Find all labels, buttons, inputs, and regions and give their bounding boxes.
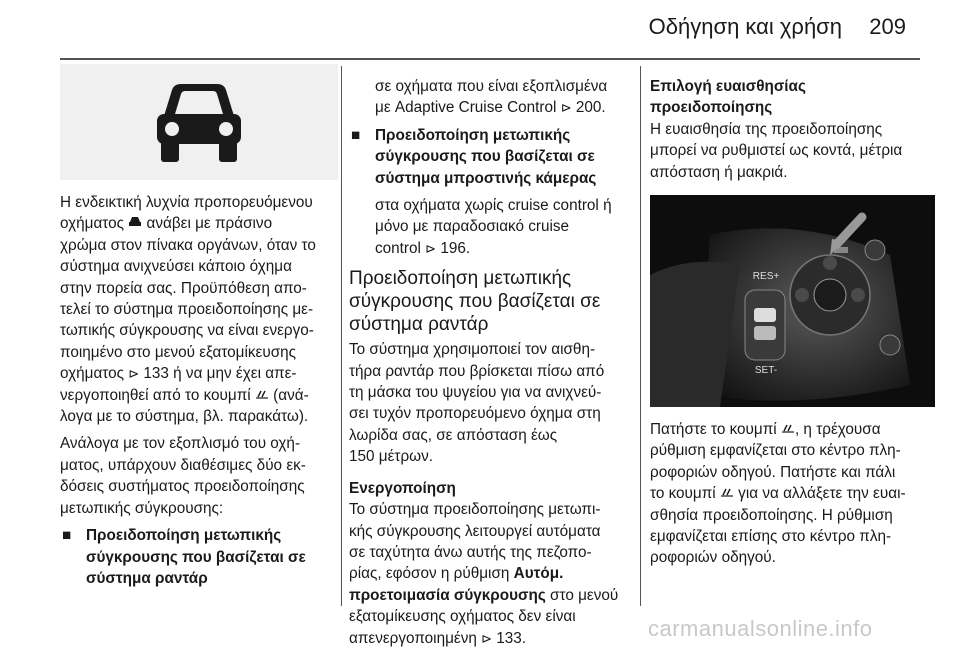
subheading-sensitivity: Επιλογή ευαισθησίας προειδοποίησης xyxy=(650,78,806,117)
car-front-icon xyxy=(139,74,259,174)
page-reference-icon: ⊳ xyxy=(481,630,493,646)
page-header-title: Οδήγηση και χρήση xyxy=(648,14,842,39)
left-column xyxy=(60,64,332,597)
steering-wheel-illustration xyxy=(650,195,935,407)
header-rule xyxy=(60,58,920,60)
limiter-button[interactable] xyxy=(851,288,865,302)
indicator-paragraph: Η ενδεικτική λυχνία προπορευόμενου οχήματος ανάβει με πράσινο χρώμα στον πίνακα οργάνων, όταν το σύστημα ανιχνεύσει κάποιο όχημα στην πορεία σας. Προϋπόθεση απο- τελεί το σύστημα προειδοποίησης με- τωπικής σύγκρουσης να είναι ενεργο- ποιημένο στο μενού εξατομίκευσης οχήματος ⊳ 133 ή να μην έχει απε- νεργοποιηθεί από το κουμπί (ανά- λογα με το σύστημα, βλ. παρακάτω). xyxy=(60,194,316,426)
pilot-button[interactable] xyxy=(880,335,900,355)
distance-button-icon xyxy=(720,486,734,498)
bullet-marker: ■ xyxy=(62,527,72,545)
bullet-camera-version: ■ Προειδοποίηση μετωπικής σύγκρουσης που βασίζεται σε σύστημα μπροστινής κάμερας στα οχήματα χωρίς cruise control ή μόνο με παραδοσιακό cruise control ⊳ 196. xyxy=(351,126,612,257)
right-column xyxy=(650,64,940,575)
page-reference-icon: ⊳ xyxy=(560,100,572,116)
sensitivity-paragraph: Η ευαισθησία της προειδοποίησης μπορεί να ρυθμιστεί ως κοντά, μέτρια απόσταση ή μακριά. xyxy=(650,120,903,181)
bullet-marker: ■ xyxy=(351,126,361,144)
column-divider-1 xyxy=(341,66,342,606)
middle-column xyxy=(349,64,634,655)
watermark: carmanualsonline.info xyxy=(648,616,873,641)
distance-button-icon xyxy=(781,422,795,434)
cruise-button[interactable] xyxy=(795,288,809,302)
lane-button[interactable] xyxy=(865,240,885,260)
column-divider-2 xyxy=(640,66,641,606)
radar-paragraph: Το σύστημα χρησιμοποιεί τον αισθη- τήρα ραντάρ που βρίσκεται πίσω από τη μάσκα του ψυγείου για να ανιχνεύ- σει τυχόν προπορευόμενο όχημα στη λωρίδα σας, σε απόσταση έως 150 μέτρων. xyxy=(349,341,605,466)
distance-button-icon xyxy=(255,388,269,400)
page-reference-icon: ⊳ xyxy=(128,366,140,382)
distance-button[interactable] xyxy=(823,256,837,270)
press-button-paragraph: Πατήστε το κουμπί , η τρέχουσα ρύθμιση εμφανίζεται στο κέντρο πλη- ροφοριών οδηγού. Πατήστε και πάλι το κουμπί για να αλλάξετε την ευαι- σθησία προειδοποίησης. Η ρύθμιση εμφανίζεται επίσης στο κέντρο πλη- ροφοριών οδηγού. xyxy=(650,421,906,567)
versions-paragraph: Ανάλογα με τον εξοπλισμό του οχή- ματος, υπάρχουν διαθέσιμες δύο εκ- δόσεις συστήματος προειδοποίησης μετωπικής σύγκρουσης: xyxy=(60,435,306,517)
section-heading-radar: Προειδοποίηση μετωπικής σύγκρουσης που βασίζεται σε σύστημα ραντάρ xyxy=(349,268,601,336)
radar-bullet-continuation: σε οχήματα που είναι εξοπλισμένα με Adaptive Cruise Control ⊳ 200. xyxy=(375,78,608,117)
res-label: RES+ xyxy=(752,271,780,283)
page-reference-icon: ⊳ xyxy=(425,240,437,256)
activation-paragraph: Το σύστημα προειδοποίησης μετωπι- κής σύγκρουσης λειτουργεί αυτόματα σε ταχύτητα άνω αυτής της πεζοπο- ρίας, εφόσον η ρύθμιση Αυτόμ. προετοιμασία σύγκρουσης στο μενού εξατομίκευσης οχήματος δεν είναι απενεργοποιημένη ⊳ 133. xyxy=(349,501,619,647)
subheading-activation: Ενεργοποίηση xyxy=(349,479,456,497)
set-label: SET- xyxy=(754,365,778,377)
car-inline-icon xyxy=(128,216,142,228)
page-number: 209 xyxy=(869,14,906,39)
indicator-icon-panel xyxy=(60,64,338,180)
steering-wheel-photo xyxy=(650,195,935,407)
bullet-radar-version: ■ Προειδοποίηση μετωπικής σύγκρουσης που βασίζεται σε σύστημα ραντάρ xyxy=(62,527,306,587)
